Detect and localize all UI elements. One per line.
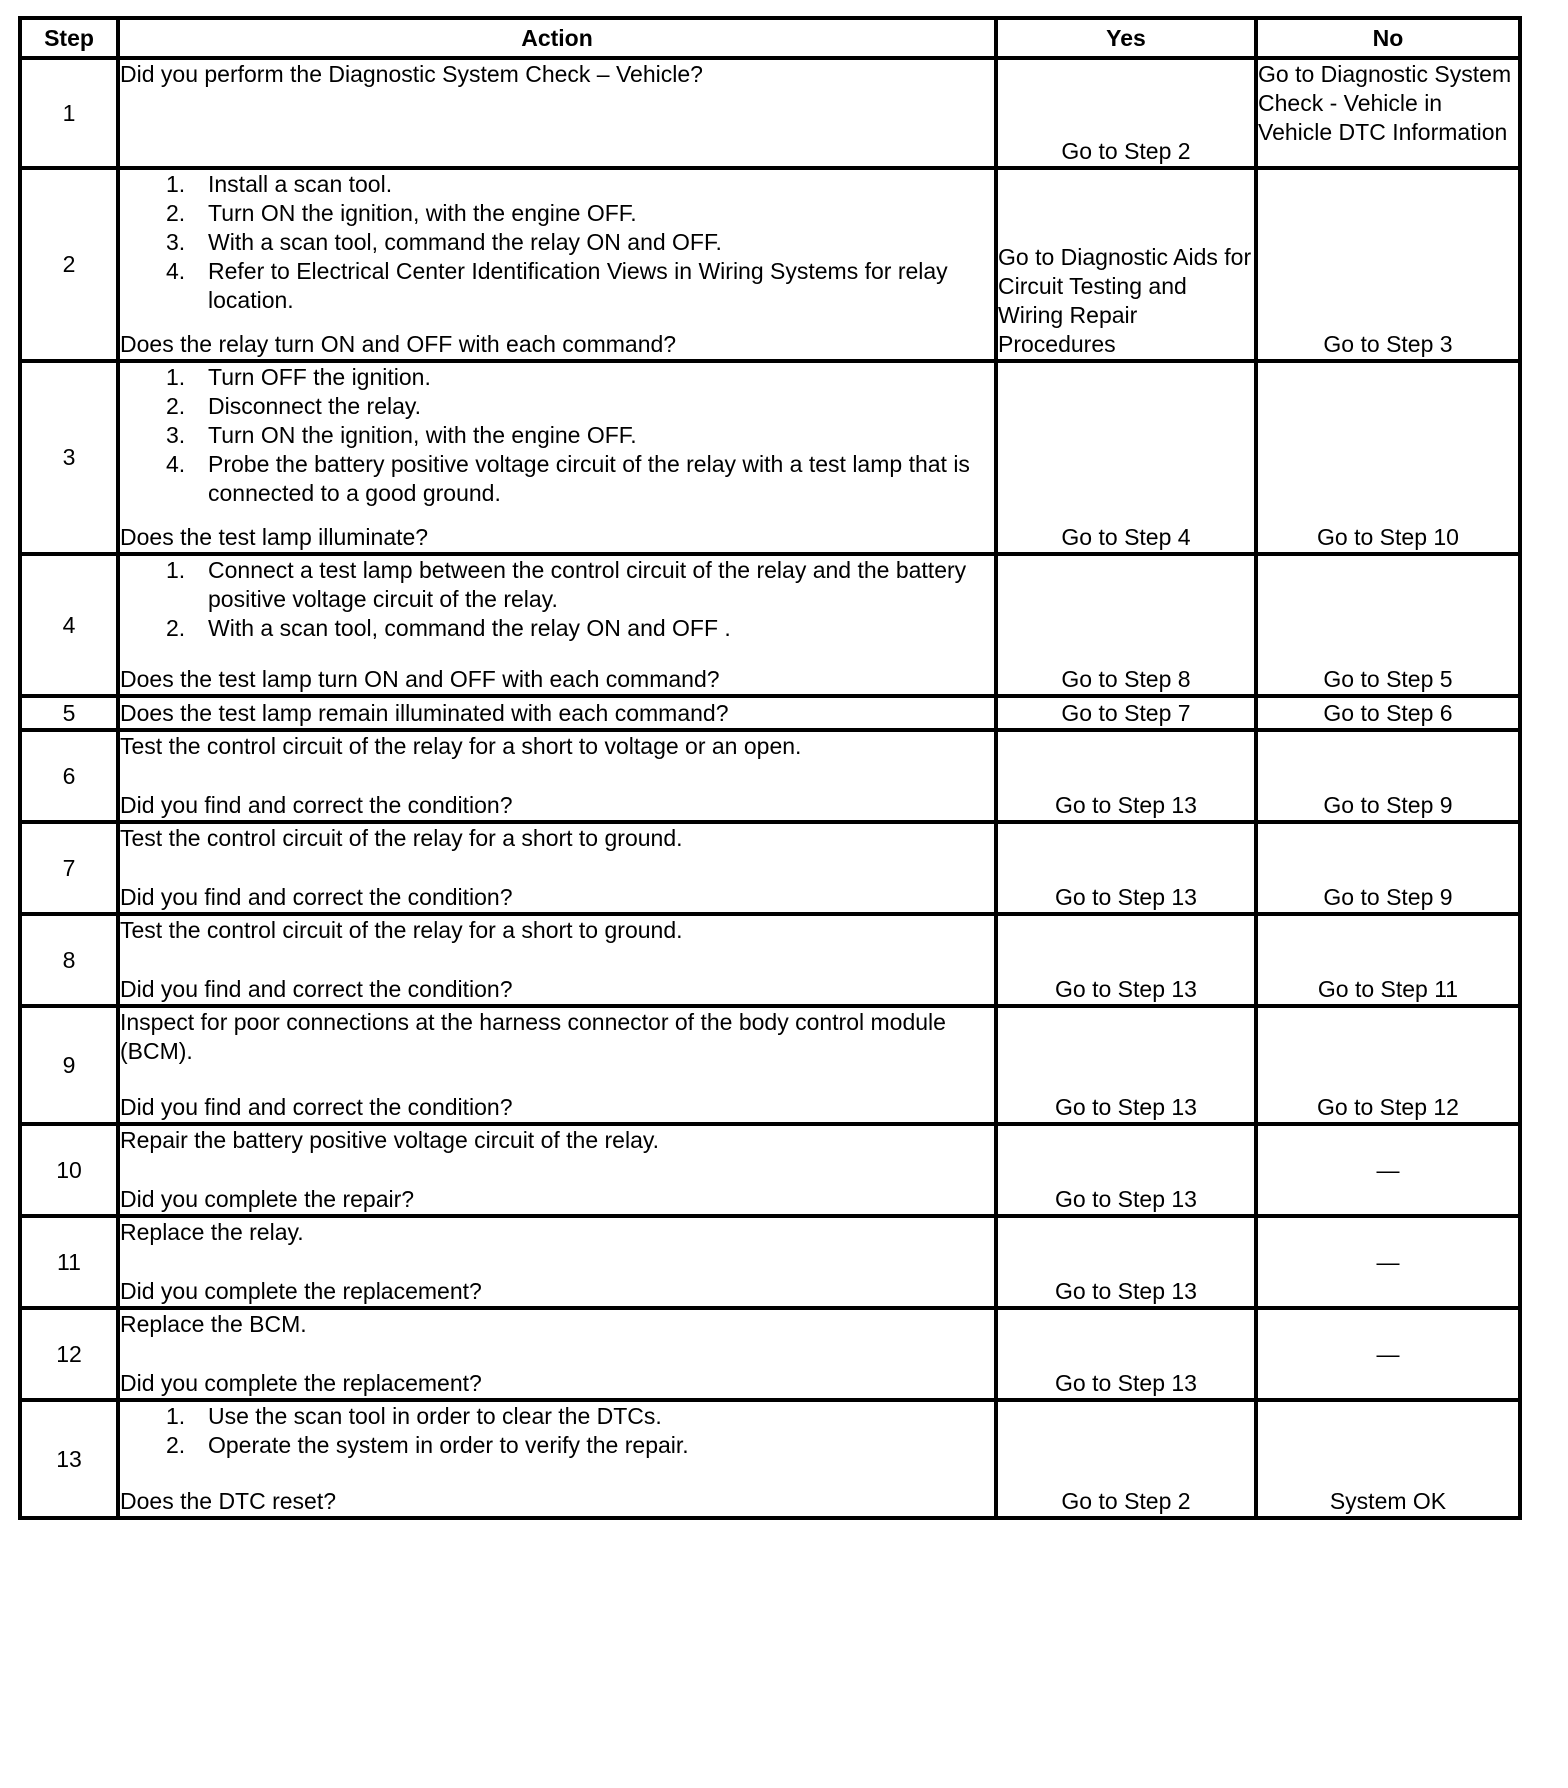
table-row <box>20 1308 1520 1400</box>
table-row <box>20 554 1520 696</box>
list-item: 2. Operate the system in order to verify the repair. <box>166 1432 689 1458</box>
question-text: Does the DTC reset? <box>120 1488 337 1514</box>
question-text: Does the test lamp remain illuminated with each command? <box>118 696 996 730</box>
no-cell: Go to Step 10 <box>1256 361 1520 554</box>
header-no: No <box>1256 18 1520 58</box>
instruction-text: Replace the BCM. <box>120 1311 307 1337</box>
table-row <box>20 914 1520 1006</box>
header-step: Step <box>20 18 118 58</box>
instruction-text: Test the control circuit of the relay for a short to voltage or an open. <box>120 733 802 759</box>
step-number: 12 <box>20 1308 118 1400</box>
instruction-text: Test the control circuit of the relay for a short to ground. <box>120 825 683 851</box>
step-number: 11 <box>20 1216 118 1308</box>
list-item: 1. Install a scan tool. <box>166 171 393 197</box>
action-cell <box>118 168 996 361</box>
yes-cell: Go to Step 8 <box>996 554 1256 696</box>
list-item: 2. Turn ON the ignition, with the engine OFF. <box>166 200 637 226</box>
yes-cell: Go to Step 13 <box>996 1216 1256 1308</box>
list-item: 4. Probe the battery positive voltage circuit of the relay with a test lamp that is connected to a good ground. <box>166 451 970 506</box>
table-row <box>20 1124 1520 1216</box>
action-cell <box>118 914 996 1006</box>
yes-cell: Go to Step 13 <box>996 730 1256 822</box>
step-number: 8 <box>20 914 118 1006</box>
instruction-text: Inspect for poor connections at the harness connector of the body control module (BCM). <box>120 1009 946 1064</box>
no-cell: Go to Step 5 <box>1256 554 1520 696</box>
action-cell <box>118 554 996 696</box>
action-cell <box>118 1400 996 1518</box>
no-cell: — <box>1256 1308 1520 1400</box>
question-text: Did you complete the replacement? <box>120 1278 482 1304</box>
diagnostic-table <box>18 16 1522 1520</box>
step-number: 3 <box>20 361 118 554</box>
action-cell <box>118 58 996 168</box>
action-cell <box>118 730 996 822</box>
yes-cell: Go to Step 2 <box>996 58 1256 168</box>
table-row <box>20 1216 1520 1308</box>
table-row <box>20 696 1520 730</box>
question-text: Did you complete the replacement? <box>120 1370 482 1396</box>
step-number: 13 <box>20 1400 118 1518</box>
no-cell: Go to Step 9 <box>1256 730 1520 822</box>
question-text: Does the test lamp turn ON and OFF with each command? <box>120 666 720 692</box>
table-row <box>20 1006 1520 1124</box>
list-item: 2. Disconnect the relay. <box>166 393 422 419</box>
question-text: Did you complete the repair? <box>120 1186 415 1212</box>
substep-list <box>120 363 994 508</box>
no-cell: Go to Diagnostic System Check - Vehicle in Vehicle DTC Information <box>1256 58 1520 168</box>
step-number: 4 <box>20 554 118 696</box>
step-number: 9 <box>20 1006 118 1124</box>
no-cell: — <box>1256 1124 1520 1216</box>
table-row <box>20 58 1520 168</box>
header-row <box>20 18 1520 58</box>
table-row <box>20 822 1520 914</box>
action-cell <box>118 822 996 914</box>
yes-cell: Go to Step 7 <box>996 696 1256 730</box>
question-text: Did you find and correct the condition? <box>120 1094 513 1120</box>
header-yes: Yes <box>996 18 1256 58</box>
yes-cell: Go to Step 13 <box>996 914 1256 1006</box>
question-text: Did you find and correct the condition? <box>120 792 513 818</box>
substep-list <box>120 1402 994 1460</box>
yes-cell: Go to Step 13 <box>996 1124 1256 1216</box>
list-item: 1. Turn OFF the ignition. <box>166 364 431 390</box>
list-item: 1. Use the scan tool in order to clear the DTCs. <box>166 1403 662 1429</box>
instruction-text: Replace the relay. <box>120 1219 304 1245</box>
list-item: 4. Refer to Electrical Center Identification Views in Wiring Systems for relay location. <box>166 258 948 313</box>
yes-cell: Go to Step 2 <box>996 1400 1256 1518</box>
header-action: Action <box>118 18 996 58</box>
table-row <box>20 168 1520 361</box>
step-number: 6 <box>20 730 118 822</box>
no-cell: System OK <box>1256 1400 1520 1518</box>
step-number: 7 <box>20 822 118 914</box>
substep-list <box>120 556 994 643</box>
action-text: Did you perform the Diagnostic System Check – Vehicle? <box>120 61 703 87</box>
action-cell <box>118 1124 996 1216</box>
list-item: 1. Connect a test lamp between the control circuit of the relay and the battery positive voltage circuit of the relay. <box>166 557 967 612</box>
action-cell <box>118 1216 996 1308</box>
no-cell: Go to Step 6 <box>1256 696 1520 730</box>
step-number: 5 <box>20 696 118 730</box>
action-cell <box>118 1006 996 1124</box>
no-cell: Go to Step 11 <box>1256 914 1520 1006</box>
action-cell <box>118 1308 996 1400</box>
table-row <box>20 361 1520 554</box>
yes-cell: Go to Step 13 <box>996 822 1256 914</box>
no-cell: Go to Step 9 <box>1256 822 1520 914</box>
yes-cell: Go to Diagnostic Aids for Circuit Testing and Wiring Repair Procedures <box>996 168 1256 361</box>
list-item: 3. With a scan tool, command the relay ON and OFF. <box>166 229 722 255</box>
step-number: 10 <box>20 1124 118 1216</box>
yes-cell: Go to Step 13 <box>996 1006 1256 1124</box>
no-cell: Go to Step 3 <box>1256 168 1520 361</box>
instruction-text: Repair the battery positive voltage circuit of the relay. <box>120 1127 660 1153</box>
no-cell: — <box>1256 1216 1520 1308</box>
substep-list <box>120 170 994 315</box>
table-row <box>20 730 1520 822</box>
yes-cell: Go to Step 4 <box>996 361 1256 554</box>
action-cell <box>118 361 996 554</box>
no-cell: Go to Step 12 <box>1256 1006 1520 1124</box>
list-item: 3. Turn ON the ignition, with the engine OFF. <box>166 422 637 448</box>
instruction-text: Test the control circuit of the relay for a short to ground. <box>120 917 683 943</box>
list-item: 2. With a scan tool, command the relay ON and OFF . <box>166 615 731 641</box>
question-text: Did you find and correct the condition? <box>120 884 513 910</box>
question-text: Does the relay turn ON and OFF with each command? <box>120 331 677 357</box>
table-row <box>20 1400 1520 1518</box>
yes-cell: Go to Step 13 <box>996 1308 1256 1400</box>
step-number: 1 <box>20 58 118 168</box>
step-number: 2 <box>20 168 118 361</box>
question-text: Did you find and correct the condition? <box>120 976 513 1002</box>
question-text: Does the test lamp illuminate? <box>120 524 429 550</box>
